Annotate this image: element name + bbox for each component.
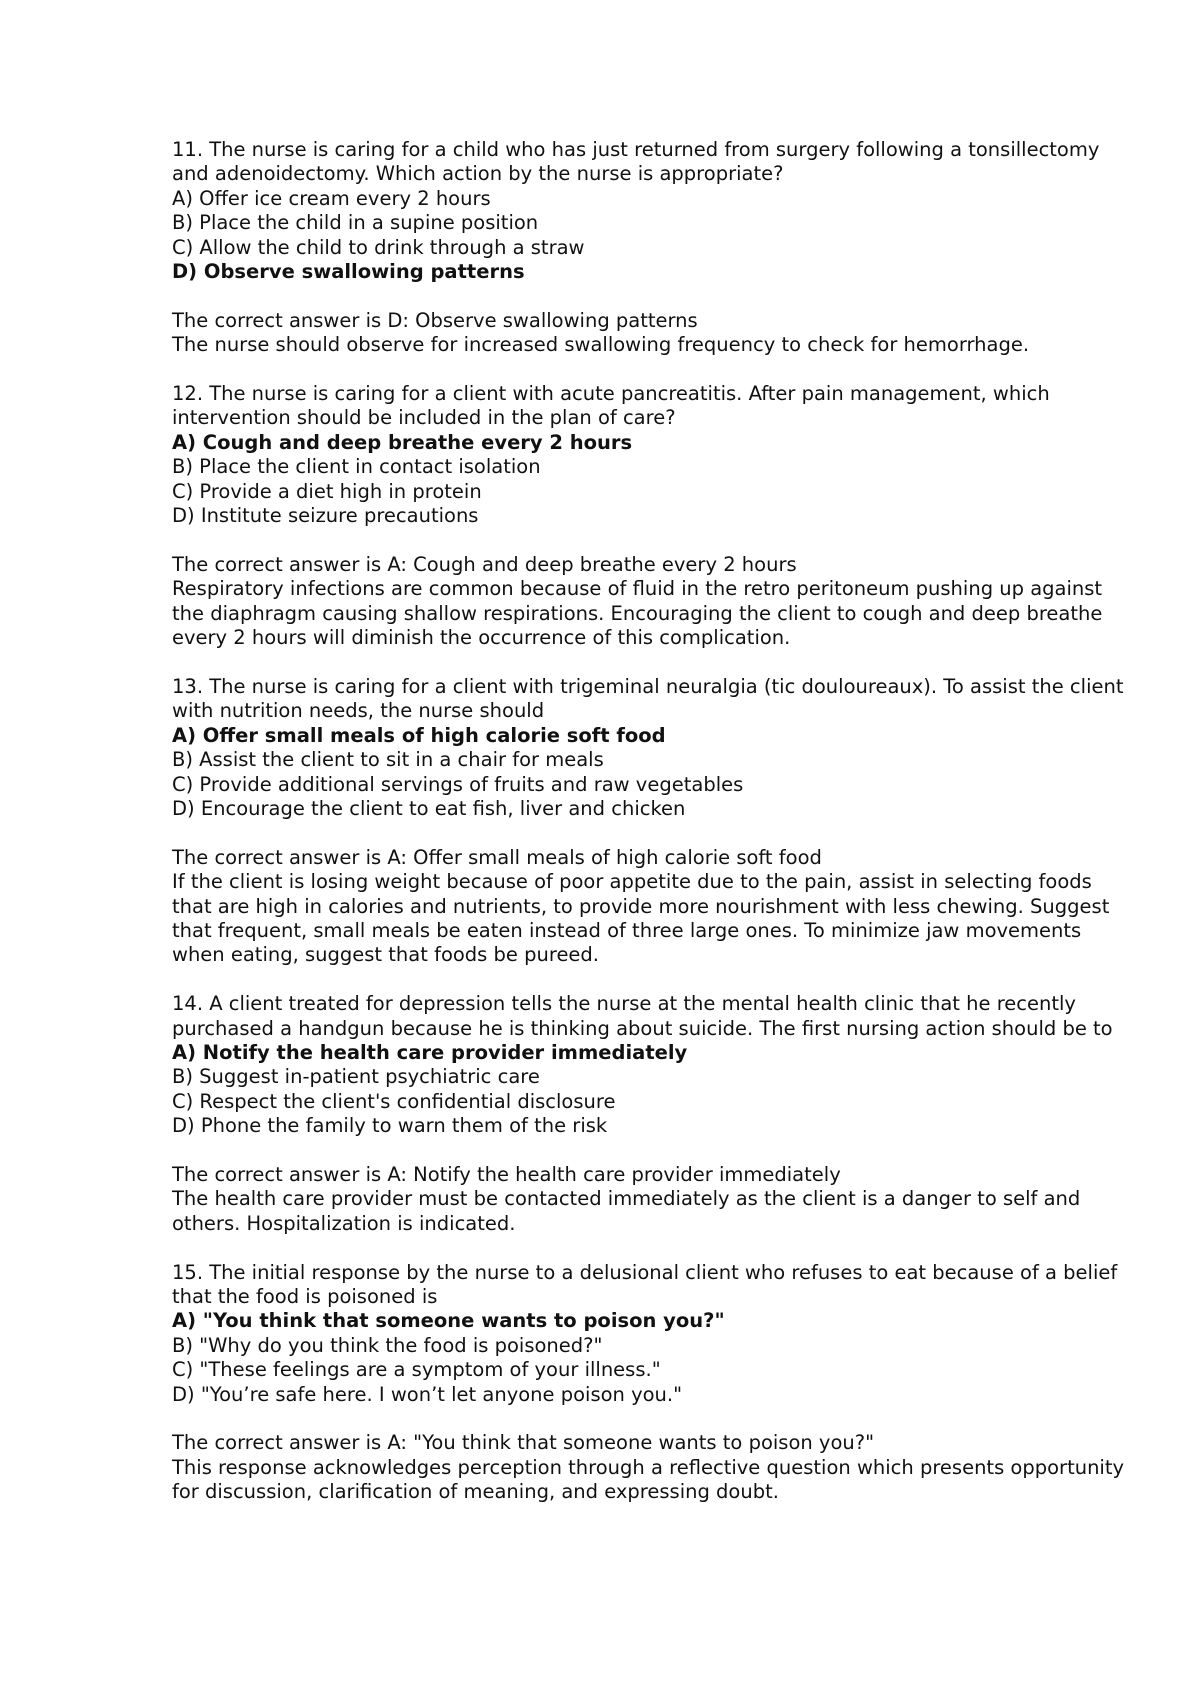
option-b: B) Place the client in contact isolation (172, 455, 541, 479)
rationale: Respiratory infections are common because of fluid in the retro peritoneum pushing up against the diaphragm causing shallow respirations. Encouraging the client to cough and deep breathe every 2 hours will diminish the occurrence of this complication. (172, 577, 1109, 650)
correct-answer: The correct answer is D: Observe swallowing patterns (172, 308, 698, 332)
option-c: C) Provide a diet high in protein (172, 479, 482, 503)
question-stem: 15. The initial response by the nurse to a delusional client who refuses to eat because of a belief that the food is poisoned is (172, 1260, 1124, 1308)
option-a-correct: A) Cough and deep breathe every 2 hours (172, 430, 633, 454)
correct-answer: The correct answer is A: "You think that someone wants to poison you?" (172, 1431, 875, 1455)
option-a-correct: A) "You think that someone wants to poison you?" (172, 1309, 725, 1333)
question-stem: 14. A client treated for depression tells the nurse at the mental health clinic that he recently purchased a handgun because he is thinking about suicide. The first nursing action should be to (172, 992, 1113, 1040)
option-d-correct: D) Observe swallowing patterns (172, 260, 525, 284)
option-c: C) Respect the client's confidential disclosure (172, 1089, 616, 1113)
option-a-correct: A) Notify the health care provider immediately (172, 1040, 688, 1064)
option-b: B) Assist the client to sit in a chair for meals (172, 748, 604, 772)
answer-block (172, 846, 1132, 968)
option-a-correct: A) Offer small meals of high calorie soft food (172, 723, 666, 747)
correct-answer: The correct answer is A: Offer small meals of high calorie soft food (172, 845, 822, 869)
question-13 (172, 675, 1132, 968)
option-d: D) Institute seizure precautions (172, 504, 479, 528)
correct-answer: The correct answer is A: Notify the health care provider immediately (172, 1162, 841, 1186)
option-b: B) Suggest in-patient psychiatric care (172, 1065, 540, 1089)
option-a: A) Offer ice cream every 2 hours (172, 186, 491, 210)
option-c: C) "These feelings are a symptom of your illness." (172, 1358, 661, 1382)
rationale: The nurse should observe for increased swallowing frequency to check for hemorrhage. (172, 333, 1030, 357)
option-b: B) Place the child in a supine position (172, 211, 539, 235)
option-c: C) Allow the child to drink through a straw (172, 235, 585, 259)
option-d: D) "You’re safe here. I won’t let anyone poison you." (172, 1382, 683, 1406)
question-12 (172, 382, 1132, 650)
answer-block (172, 553, 1132, 651)
answer-block (172, 1431, 1132, 1504)
correct-answer: The correct answer is A: Cough and deep breathe every 2 hours (172, 552, 797, 576)
question-15 (172, 1261, 1132, 1505)
question-11 (172, 138, 1132, 358)
option-b: B) "Why do you think the food is poisoned?" (172, 1333, 603, 1357)
option-c: C) Provide additional servings of fruits and raw vegetables (172, 772, 744, 796)
document-page (172, 138, 1132, 1529)
question-14 (172, 992, 1132, 1236)
option-d: D) Encourage the client to eat fish, liver and chicken (172, 796, 686, 820)
answer-block (172, 309, 1132, 358)
rationale: This response acknowledges perception through a reflective question which presents opportunity for discussion, clarification of meaning, and expressing doubt. (172, 1455, 1131, 1504)
question-stem: 11. The nurse is caring for a child who has just returned from surgery following a tonsillectomy and adenoidectomy. Which action by the nurse is appropriate? (172, 138, 1106, 186)
answer-block (172, 1163, 1132, 1236)
question-stem: 13. The nurse is caring for a client with trigeminal neuralgia (tic douloureaux). To assist the client with nutrition needs, the nurse should (172, 674, 1130, 723)
rationale: The health care provider must be contacted immediately as the client is a danger to self and others. Hospitalization is indicated. (172, 1187, 1087, 1235)
question-stem: 12. The nurse is caring for a client with acute pancreatitis. After pain management, which intervention should be included in the plan of care? (172, 382, 1056, 430)
option-d: D) Phone the family to warn them of the risk (172, 1114, 608, 1138)
rationale: If the client is losing weight because of poor appetite due to the pain, assist in selecting foods that are high in calories and nutrients, to provide more nourishment with less chewing. Suggest that frequent, small meals be eaten instead of three large ones. To minimize jaw movements when eating, suggest that foods be pureed. (172, 870, 1116, 967)
